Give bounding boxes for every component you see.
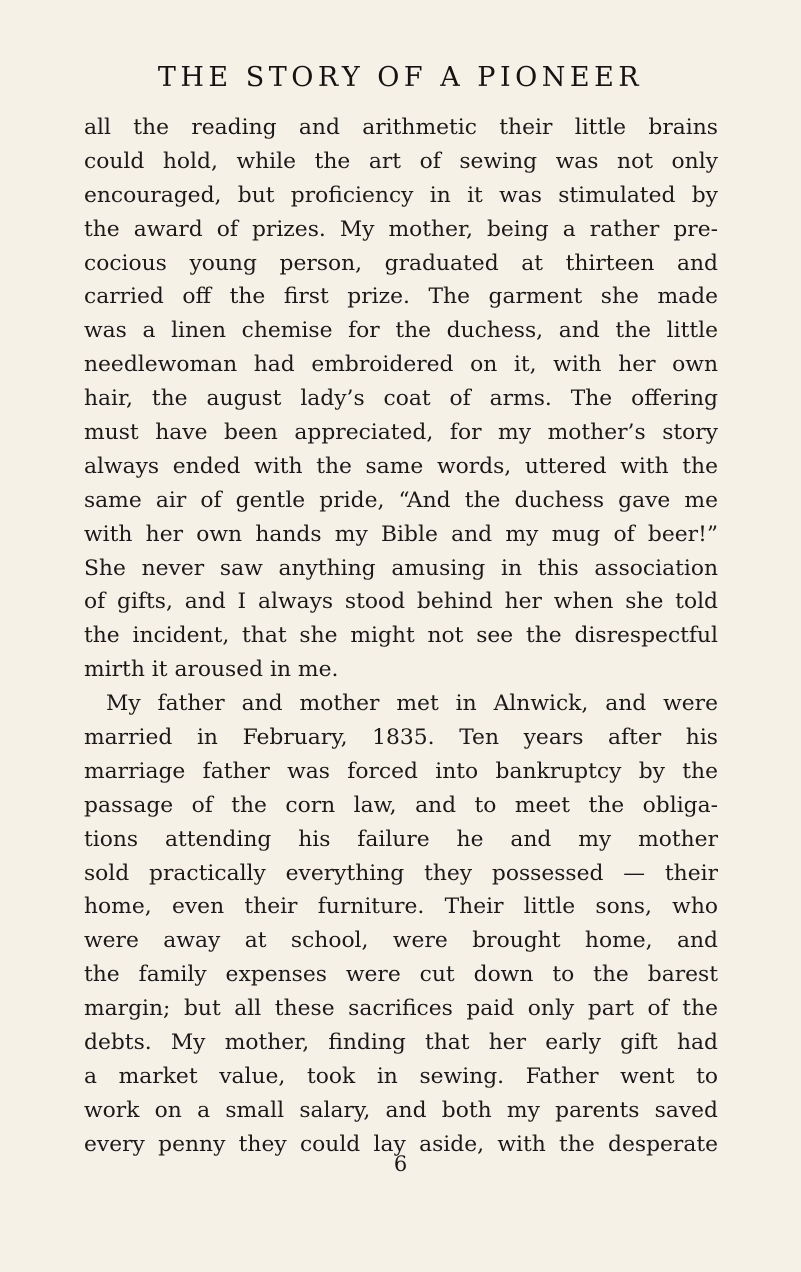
text-line: always ended with the same words, uttered with the [84, 453, 718, 479]
text-line: She never saw anything amusing in this association [84, 555, 718, 581]
text-line: of gifts, and I always stood behind her when she told [84, 589, 718, 615]
text-line: marriage father was forced into bankruptcy by the [84, 758, 718, 784]
text-line: sold practically everything they possessed — their [84, 860, 718, 886]
text-line: tions attending his failure he and my mother [84, 826, 718, 852]
text-line: carried off the first prize. The garment she made [84, 284, 718, 310]
text-line: debts. My mother, finding that her early gift had [84, 1030, 718, 1056]
page-number: 6 [393, 1152, 408, 1176]
text-line: margin; but all these sacrifices paid only part of the [84, 996, 718, 1022]
text-line: passage of the corn law, and to meet the obliga- [84, 792, 718, 818]
paragraph-end-line: mirth it aroused in me. [84, 657, 339, 683]
text-line: a market value, took in sewing. Father went to [84, 1063, 718, 1089]
text-line: was a linen chemise for the duchess, and the little [84, 318, 718, 344]
text-line: same air of gentle pride, “And the duchess gave me [84, 487, 718, 513]
paragraph-start-line: My father and mother met in Alnwick, and were [106, 691, 718, 717]
text-line: home, even their furniture. Their little sons, who [84, 894, 718, 920]
text-line: work on a small salary, and both my parents saved [84, 1097, 718, 1123]
text-line: the award of prizes. My mother, being a rather pre- [84, 216, 718, 242]
text-line: with her own hands my Bible and my mug of beer!” [84, 521, 718, 547]
text-line: must have been appreciated, for my mother’s story [84, 420, 718, 446]
running-head: THE STORY OF A PIONEER [157, 62, 644, 93]
text-line: the family expenses were cut down to the barest [84, 962, 718, 988]
text-line: encouraged, but proficiency in it was stimulated by [84, 182, 718, 208]
body-text [84, 111, 718, 1162]
text-line: the incident, that she might not see the disrespectful [84, 623, 718, 649]
text-line: could hold, while the art of sewing was not only [84, 148, 718, 174]
text-line: needlewoman had embroidered on it, with her own [84, 352, 718, 378]
text-line: were away at school, were brought home, and [84, 928, 718, 954]
text-line: hair, the august lady’s coat of arms. The offering [84, 386, 718, 412]
text-line: every penny they could lay aside, with the desperate [84, 1131, 718, 1157]
text-line: married in February, 1835. Ten years after his [84, 725, 718, 751]
text-line: all the reading and arithmetic their little brains [84, 115, 718, 140]
text-line: cocious young person, graduated at thirteen and [84, 250, 718, 276]
